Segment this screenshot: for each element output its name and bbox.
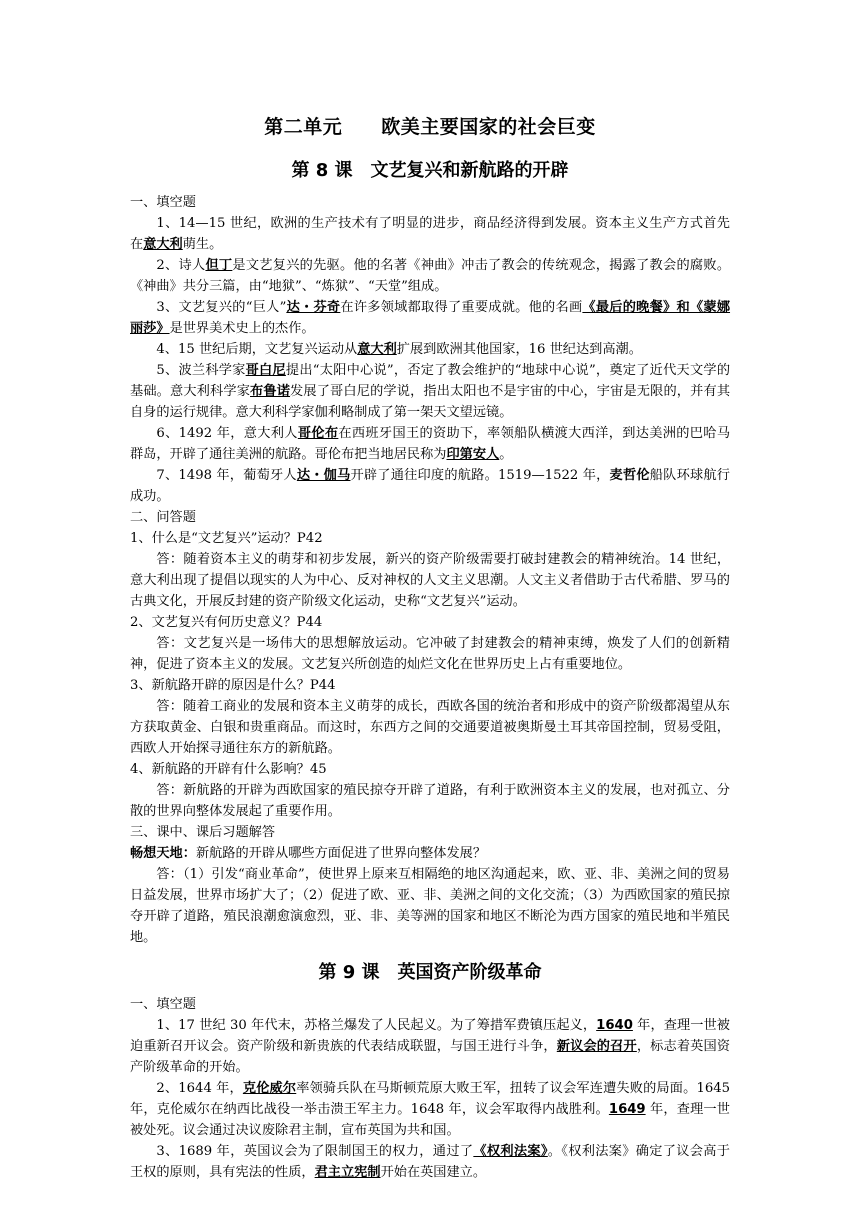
qa-2-question: 2、文艺复兴有何历史意义？P44 <box>130 615 323 630</box>
question-3: 3、文艺复兴的“巨人”达・芬奇在许多领域都取得了重要成就。他的名画《最后的晚餐》和《蒙娜丽莎》是世界美术史上的杰作。 <box>130 300 731 336</box>
l9-question-3: 3、1689 年，英国议会为了限制国王的权力，通过了《权利法案》。《权利法案》确定了议会高于王权的原则，具有宪法的性质，君主立宪制开始在英国建立。 <box>130 1144 730 1180</box>
question-6: 6、1492 年，意大利人哥伦布在西班牙国王的资助下，率领船队横渡大西洋，到达美洲的巴哈马群岛，开辟了通往美洲的航路。哥伦布把当地居民称为印第安人。 <box>130 426 731 462</box>
section-fill-blank-9: 一、填空题 <box>130 997 196 1012</box>
lesson-8-title: 第 8 课 文艺复兴和新航路的开辟 <box>291 160 569 181</box>
question-5: 5、波兰科学家哥白尼提出“太阳中心说”，否定了教会维护的“地球中心说”，奠定了近代天文学的基础。意大利科学家布鲁诺发展了哥白尼的学说，指出太阳也不是宇宙的中心，宇宙是无限的，并有其自身的运行规律。意大利科学家伽利略制成了第一架天文望远镜。 <box>130 363 731 420</box>
qa-1-answer: 答：随着资本主义的萌芽和初步发展，新兴的资产阶级需要打破封建教会的精神统治。14 世纪，意大利出现了提倡以现实的人为中心、反对神权的人文主义思潮。人文主义者借助于古代希腊、罗马的古典文化，开展反封建的资产阶级文化运动，史称“文艺复兴”运动。 <box>130 552 730 609</box>
section-exercises: 三、课中、课后习题解答 <box>130 825 276 840</box>
question-4: 4、15 世纪后期，文艺复兴运动从意大利扩展到欧洲其他国家，16 世纪达到高潮。 <box>156 342 642 357</box>
l9-question-2: 2、1644 年，克伦威尔率领骑兵队在马斯顿荒原大败王军，扭转了议会军连遭失败的局面。1645 年，克伦威尔在纳西比战役一举击溃王军主力。1648 年，议会军取得内战胜利。1649 年，查理一世被处死。议会通过决议废除君主制，宣布英国为共和国。 <box>130 1081 731 1138</box>
qa-4-answer: 答：新航路的开辟为西欧国家的殖民掠夺开辟了道路，有利于欧洲资本主义的发展，也对孤立、分散的世界向整体发展起了重要作用。 <box>130 783 730 819</box>
section-fill-blank: 一、填空题 <box>130 195 196 210</box>
question-7: 7、1498 年，葡萄牙人达・伽马开辟了通往印度的航路。1519—1522 年，麦哲伦船队环球航行成功。 <box>130 468 730 504</box>
qa-3-answer: 答：随着工商业的发展和资本主义萌芽的成长，西欧各国的统治者和形成中的资产阶级都渴望从东方获取黄金、白银和贵重商品。而这时，东西方之间的交通要道被奥斯曼土耳其帝国控制，贸易受阻，西欧人开始探寻通往东方的新航路。 <box>130 699 730 756</box>
qa-3-question: 3、新航路开辟的原因是什么？P44 <box>130 678 336 693</box>
qa-1-question: 1、什么是“文艺复兴”运动？P42 <box>130 531 323 546</box>
exercise-question: 畅想天地：新航路的开辟从哪些方面促进了世界向整体发展？ <box>130 846 487 861</box>
exercise-answer: 答：（1）引发“商业革命”，使世界上原来互相隔绝的地区沟通起来，欧、亚、非、美洲之间的贸易日益发展，世界市场扩大了；（2）促进了欧、亚、非、美洲之间的文化交流；（3）为西欧国家的殖民掠夺开辟了道路，殖民浪潮愈演愈烈，亚、非、美等洲的国家和地区不断沦为西方国家的殖民地和半殖民地。 <box>130 867 730 945</box>
question-2: 2、诗人但丁是文艺复兴的先驱。他的名著《神曲》冲击了教会的传统观念，揭露了教会的腐败。《神曲》共分三篇，由“地狱”、“炼狱”、“天堂”组成。 <box>130 258 731 294</box>
question-1: 1、14—15 世纪，欧洲的生产技术有了明显的进步，商品经济得到发展。资本主义生产方式首先在意大利萌生。 <box>130 216 730 252</box>
section-qa: 二、问答题 <box>130 510 196 525</box>
qa-2-answer: 答：文艺复兴是一场伟大的思想解放运动。它冲破了封建教会的精神束缚，焕发了人们的创新精神，促进了资本主义的发展。文艺复兴所创造的灿烂文化在世界历史上占有重要地位。 <box>130 636 730 672</box>
l9-question-1: 1、17 世纪 30 年代末，苏格兰爆发了人民起义。为了筹措军费镇压起义，1640 年，查理一世被迫重新召开议会。资产阶级和新贵族的代表结成联盟，与国王进行斗争，新议会的召开，标志着英国资产阶级革命的开始。 <box>130 1018 731 1075</box>
qa-4-question: 4、新航路的开辟有什么影响？45 <box>130 762 327 777</box>
lesson-9-title: 第 9 课 英国资产阶级革命 <box>318 962 542 983</box>
document-page <box>130 112 730 1183</box>
unit-title: 第二单元 欧美主要国家的社会巨变 <box>264 116 596 138</box>
